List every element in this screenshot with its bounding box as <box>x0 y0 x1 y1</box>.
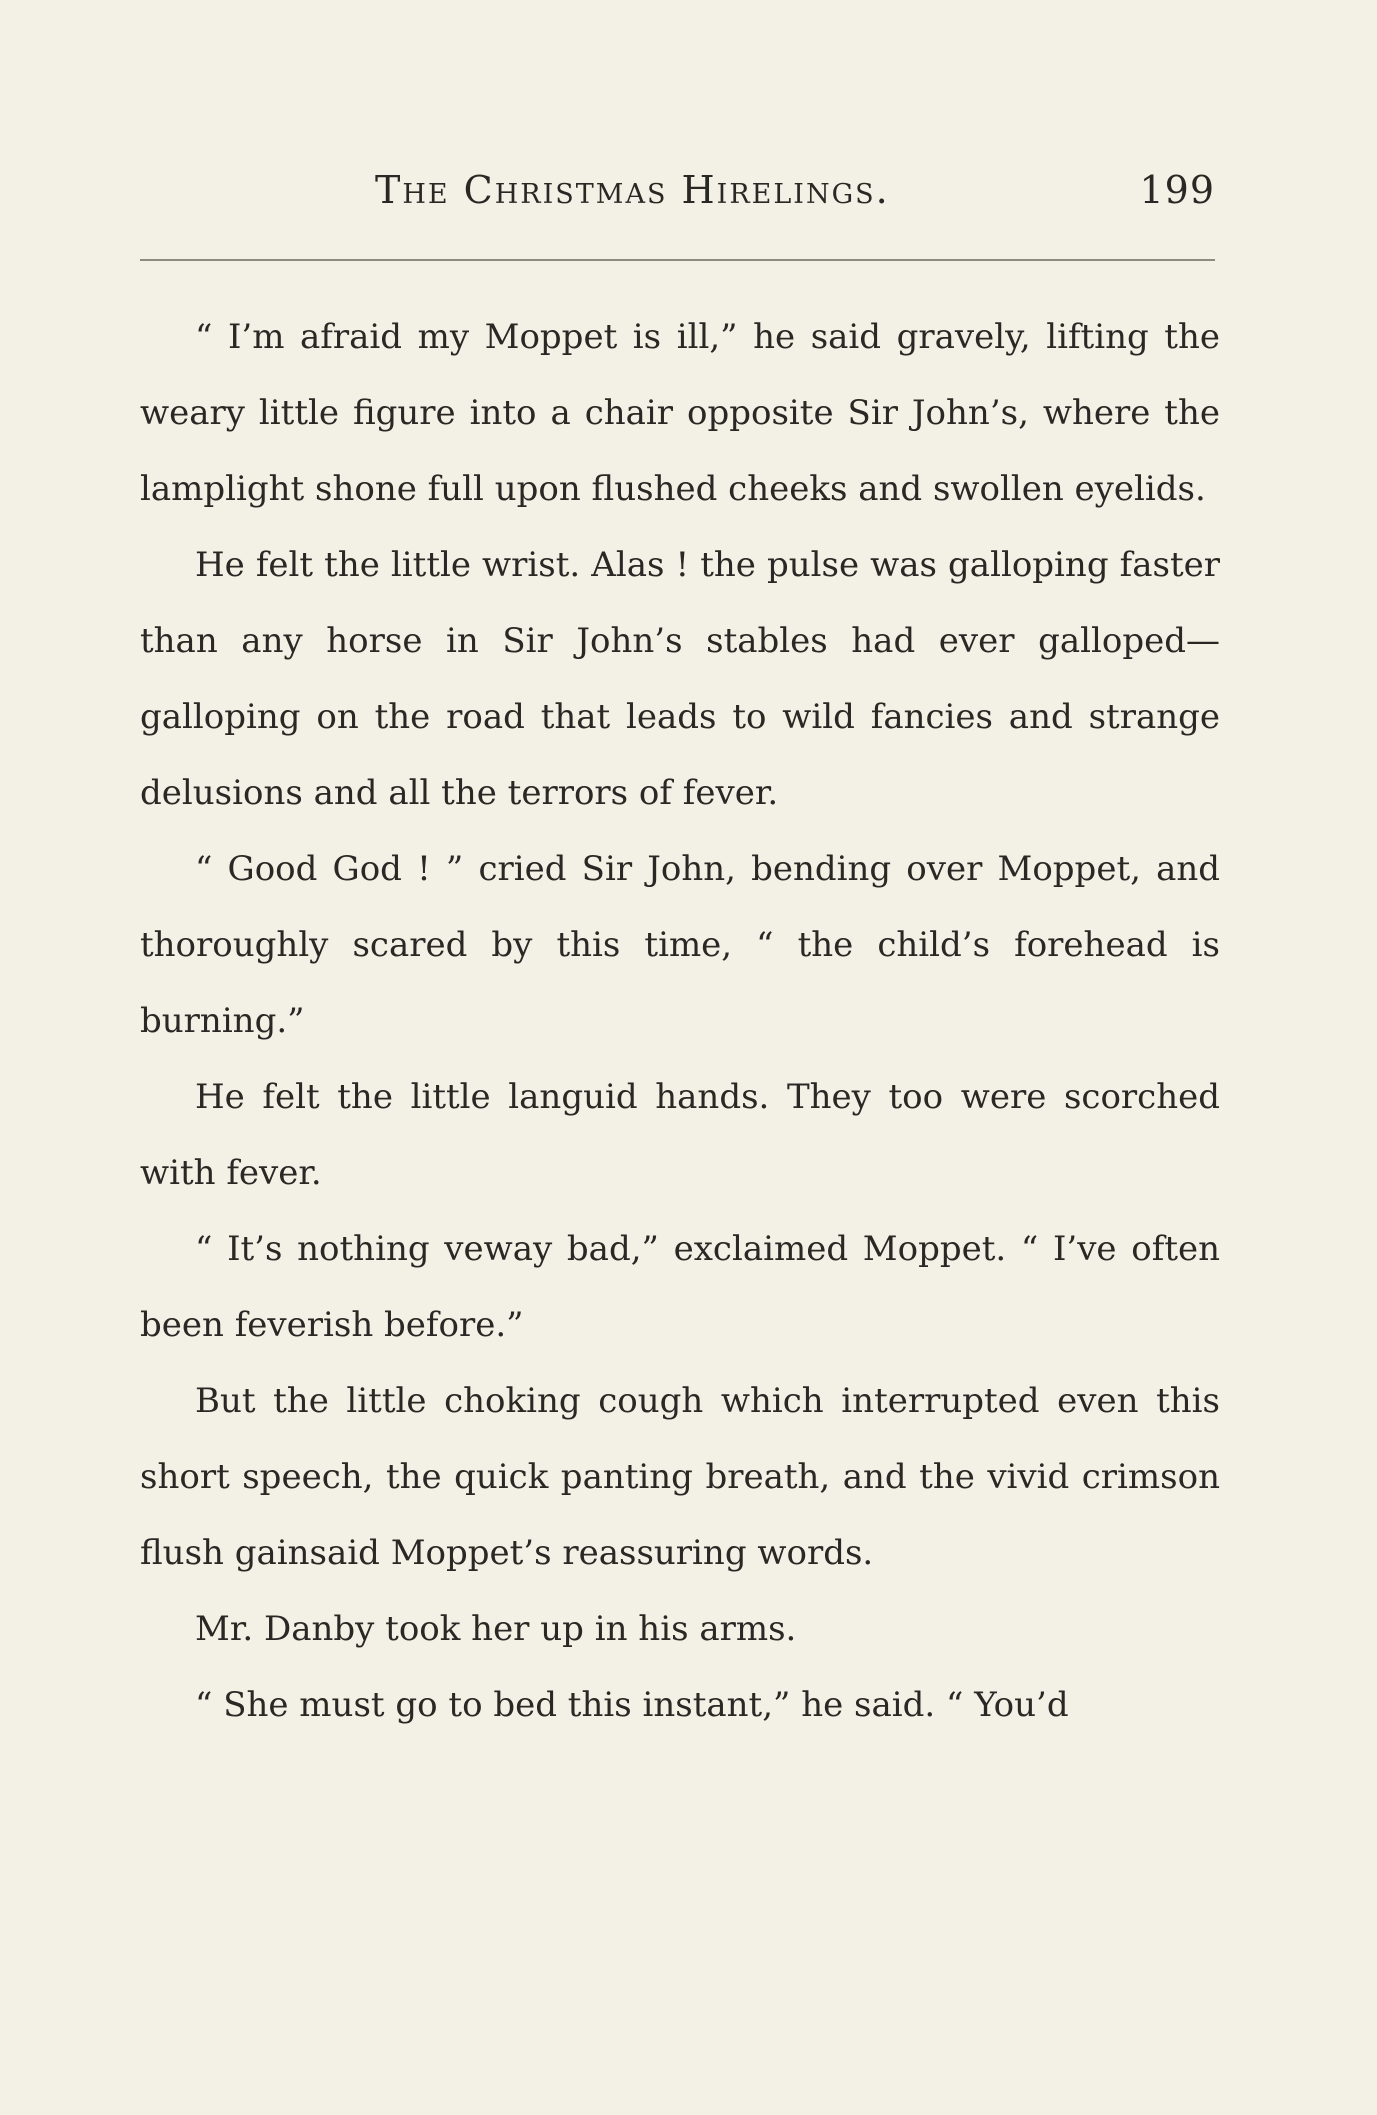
paragraph-4: He felt the little languid hands. They too were scorched with fever. <box>140 1077 1220 1193</box>
page-number: 199 <box>1139 168 1215 212</box>
paragraph-2: He felt the little wrist. Alas ! the pulse was galloping faster than any horse in Sir John’s stables had ever galloped—galloping on the road that leads to wild fancies and strange delusions and all the terrors of fever. <box>140 545 1220 813</box>
running-head <box>140 168 1215 228</box>
paragraph-7: Mr. Danby took her up in his arms. <box>195 1609 797 1649</box>
paragraph-3: “ Good God ! ” cried Sir John, bending over Moppet, and thoroughly scared by this time, “ the child’s forehead is burning.” <box>140 849 1220 1041</box>
body-text <box>140 299 1220 1743</box>
running-title: The Christmas Hirelings. <box>375 168 890 212</box>
paragraph-6: But the little choking cough which interrupted even this short speech, the quick panting breath, and the vivid crimson flush gainsaid Moppet’s reassuring words. <box>140 1381 1220 1573</box>
header-rule <box>140 259 1215 261</box>
paragraph-5: “ It’s nothing veway bad,” exclaimed Moppet. “ I’ve often been feverish before.” <box>140 1229 1220 1345</box>
paragraph-8: “ She must go to bed this instant,” he said. “ You’d <box>195 1685 1069 1725</box>
paragraph-1: “ I’m afraid my Moppet is ill,” he said gravely, lifting the weary little figure into a chair opposite Sir John’s, where the lamplight shone full upon flushed cheeks and swollen eyelids. <box>140 317 1220 509</box>
